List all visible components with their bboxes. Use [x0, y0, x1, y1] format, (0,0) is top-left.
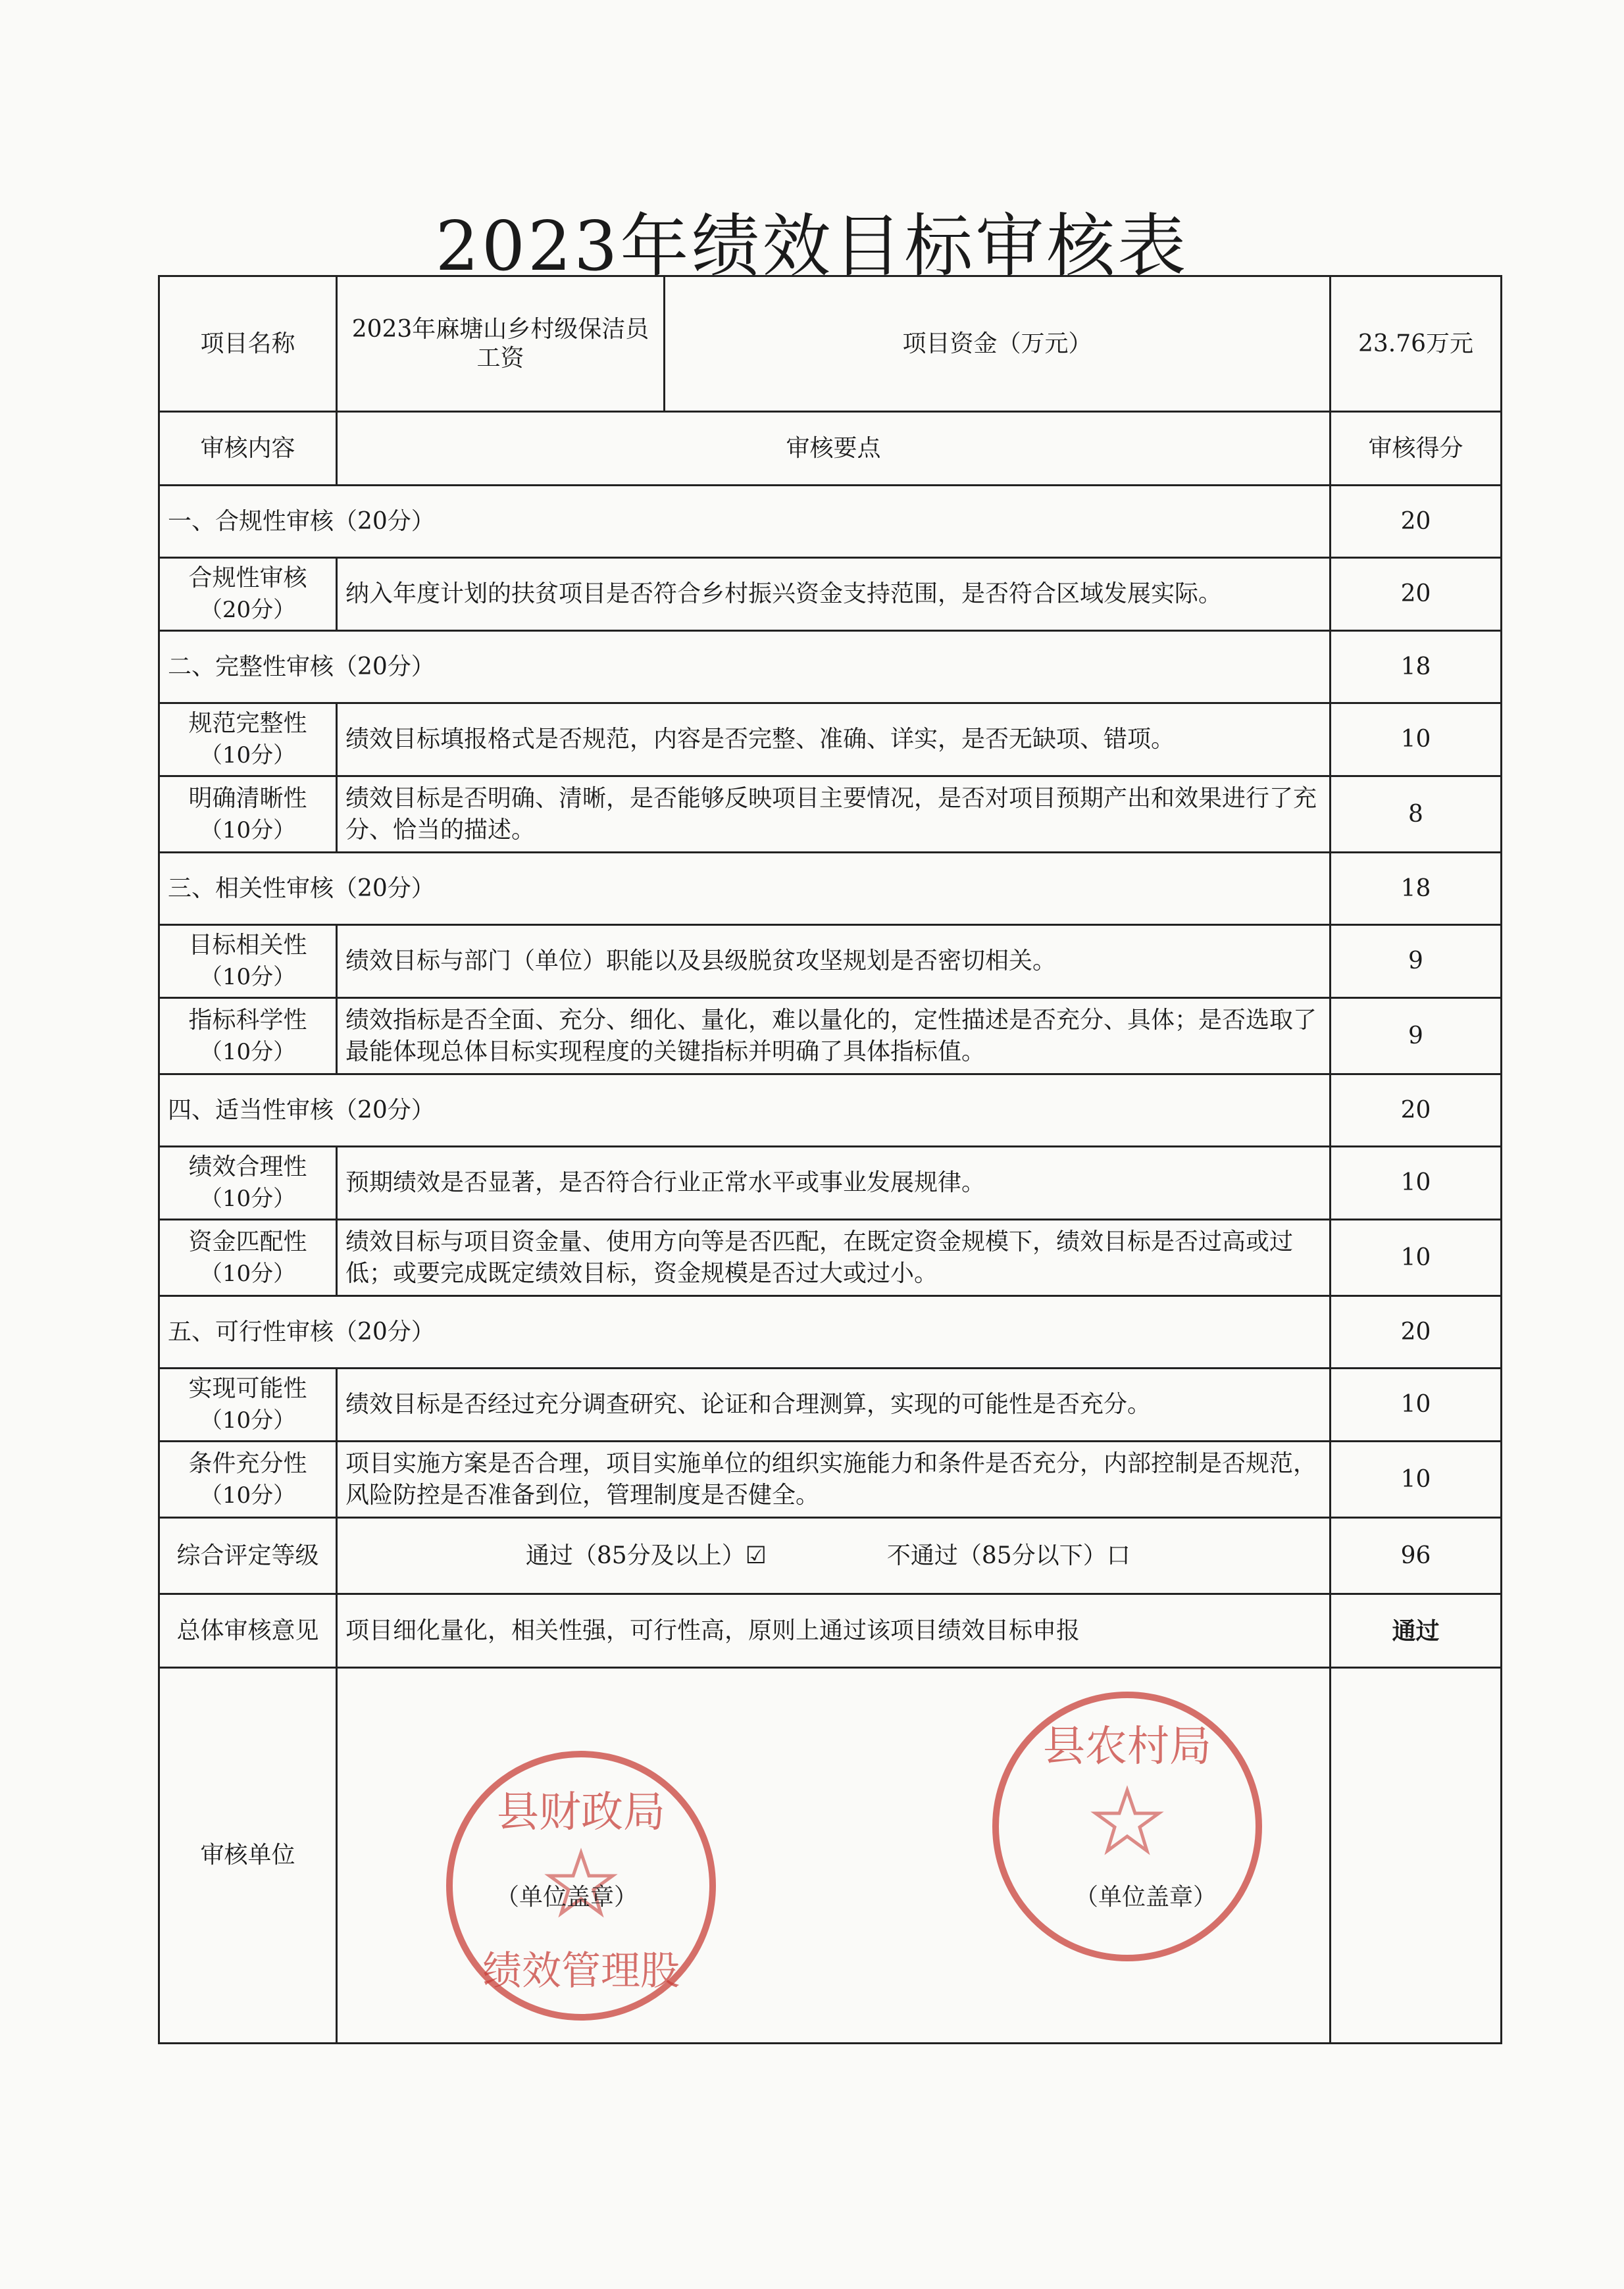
- col-score-header: 审核得分: [1331, 412, 1502, 486]
- signature-row: [159, 1668, 1502, 2044]
- item-row: [159, 703, 1502, 776]
- item-weight: （20分）: [199, 597, 296, 623]
- item-text: 项目实施方案是否合理，项目实施单位的组织实施能力和条件是否充分，内部控制是否规范，风险防控是否准备到位，管理制度是否健全。: [337, 1442, 1331, 1518]
- item-label: [159, 1147, 337, 1220]
- item-text: 绩效指标是否全面、充分、细化、量化，难以量化的，定性描述是否充分、具体；是否选取了最能体现总体目标实现程度的关键指标并明确了具体指标值。: [337, 998, 1331, 1074]
- item-row: [159, 998, 1502, 1074]
- section-row: [159, 1296, 1502, 1369]
- item-score: 8: [1331, 776, 1502, 853]
- item-name: 明确清晰性: [188, 784, 307, 812]
- rating-fail-text: 不通过（85分以下）: [886, 1542, 1107, 1569]
- item-label: [159, 703, 337, 776]
- signature-blank-cell: [1331, 1668, 1502, 2044]
- section-title: 二、完整性审核（20分）: [159, 631, 1331, 703]
- left-seal-dept-text: 绩效管理股: [482, 1948, 680, 1994]
- item-row: [159, 558, 1502, 631]
- item-weight: （10分）: [199, 1482, 296, 1509]
- item-row: [159, 925, 1502, 998]
- item-label: [159, 558, 337, 631]
- item-text: 纳入年度计划的扶贫项目是否符合乡村振兴资金支持范围，是否符合区域发展实际。: [337, 558, 1331, 631]
- fund-value: 23.76万元: [1331, 276, 1502, 412]
- item-name: 指标科学性: [188, 1006, 307, 1034]
- item-text: 绩效目标是否经过充分调查研究、论证和合理测算，实现的可能性是否充分。: [337, 1369, 1331, 1442]
- item-row: [159, 1369, 1502, 1442]
- rating-row: [159, 1518, 1502, 1594]
- column-header-row: [159, 412, 1502, 486]
- section-title: 四、适当性审核（20分）: [159, 1074, 1331, 1147]
- item-weight: （10分）: [199, 1407, 296, 1434]
- section-title: 一、合规性审核（20分）: [159, 486, 1331, 558]
- item-name: 条件充分性: [188, 1449, 307, 1477]
- item-score: 10: [1331, 1220, 1502, 1296]
- opinion-row: [159, 1594, 1502, 1668]
- item-row: [159, 776, 1502, 853]
- item-score: 10: [1331, 1369, 1502, 1442]
- section-row: [159, 1074, 1502, 1147]
- item-weight: （10分）: [199, 1038, 296, 1065]
- rating-pass-text: 通过（85分及以上）: [525, 1542, 746, 1569]
- left-stamp-note: （单位盖章）: [495, 1884, 638, 1911]
- item-score: 10: [1331, 1147, 1502, 1220]
- item-weight: （10分）: [199, 742, 296, 768]
- item-score: 20: [1331, 558, 1502, 631]
- item-row: [159, 1147, 1502, 1220]
- section-title: 五、可行性审核（20分）: [159, 1296, 1331, 1369]
- rating-pass-option: [345, 1540, 767, 1572]
- project-header-row: [159, 276, 1502, 412]
- section-score: 20: [1331, 1296, 1502, 1369]
- right-seal-org-text: 县农村局: [1043, 1723, 1211, 1771]
- item-label: [159, 1220, 337, 1296]
- item-name: 目标相关性: [188, 932, 307, 959]
- item-weight: （10分）: [199, 964, 296, 990]
- item-row: [159, 1442, 1502, 1518]
- item-name: 规范完整性: [188, 710, 307, 737]
- opinion-result: 通过: [1331, 1594, 1502, 1668]
- audit-form-table: [158, 275, 1502, 2044]
- item-label: [159, 925, 337, 998]
- checked-box-icon: ☑: [745, 1542, 767, 1569]
- section-score: 18: [1331, 631, 1502, 703]
- item-text: 绩效目标与部门（单位）职能以及县级脱贫攻坚规划是否密切相关。: [337, 925, 1331, 998]
- section-score: 18: [1331, 853, 1502, 925]
- item-weight: （10分）: [199, 1186, 296, 1212]
- item-text: 绩效目标与项目资金量、使用方向等是否匹配，在既定资金规模下，绩效目标是否过高或过低；或要完成既定绩效目标，资金规模是否过大或过小。: [337, 1220, 1331, 1296]
- project-name-label: 项目名称: [159, 276, 337, 412]
- item-score: 9: [1331, 925, 1502, 998]
- item-name: 实现可能性: [188, 1375, 307, 1402]
- right-stamp-note: （单位盖章）: [1075, 1884, 1217, 1911]
- signature-area: [337, 1668, 1331, 2044]
- col-content-header: 审核内容: [159, 412, 337, 486]
- section-title: 三、相关性审核（20分）: [159, 853, 1331, 925]
- rating-score: 96: [1331, 1518, 1502, 1594]
- item-name: 合规性审核: [188, 565, 307, 591]
- opinion-label: 总体审核意见: [159, 1594, 337, 1668]
- item-name: 资金匹配性: [188, 1228, 307, 1255]
- item-text: 绩效目标填报格式是否规范，内容是否完整、准确、详实，是否无缺项、错项。: [337, 703, 1331, 776]
- fund-label: 项目资金（万元）: [665, 276, 1331, 412]
- item-label: [159, 1442, 337, 1518]
- section-row: [159, 631, 1502, 703]
- item-label: [159, 1369, 337, 1442]
- item-score: 10: [1331, 703, 1502, 776]
- item-text: 预期绩效是否显著，是否符合行业正常水平或事业发展规律。: [337, 1147, 1331, 1220]
- rating-label: 综合评定等级: [159, 1518, 337, 1594]
- opinion-text: 项目细化量化，相关性强，可行性高，原则上通过该项目绩效目标申报: [337, 1594, 1331, 1668]
- left-seal-org-text: 县财政局: [497, 1788, 665, 1837]
- item-weight: （10分）: [199, 817, 296, 843]
- item-score: 9: [1331, 998, 1502, 1074]
- col-points-header: 审核要点: [337, 412, 1331, 486]
- item-label: [159, 776, 337, 853]
- item-text: 绩效目标是否明确、清晰，是否能够反映项目主要情况，是否对项目预期产出和效果进行了充分、恰当的描述。: [337, 776, 1331, 853]
- section-score: 20: [1331, 1074, 1502, 1147]
- item-row: [159, 1220, 1502, 1296]
- item-name: 绩效合理性: [188, 1153, 307, 1180]
- unchecked-box-icon: 口: [1106, 1542, 1130, 1569]
- item-score: 10: [1331, 1442, 1502, 1518]
- document-title: 2023年绩效目标审核表: [435, 206, 1189, 286]
- signature-label: 审核单位: [159, 1668, 337, 2044]
- item-label: [159, 998, 337, 1074]
- project-name-value: 2023年麻塘山乡村级保洁员工资: [337, 276, 665, 412]
- item-weight: （10分）: [199, 1260, 296, 1287]
- right-official-seal: [982, 1682, 1272, 1971]
- section-row: [159, 853, 1502, 925]
- rating-fail-option: [887, 1542, 1130, 1569]
- section-score: 20: [1331, 486, 1502, 558]
- rating-options: [337, 1518, 1331, 1594]
- section-row: [159, 486, 1502, 558]
